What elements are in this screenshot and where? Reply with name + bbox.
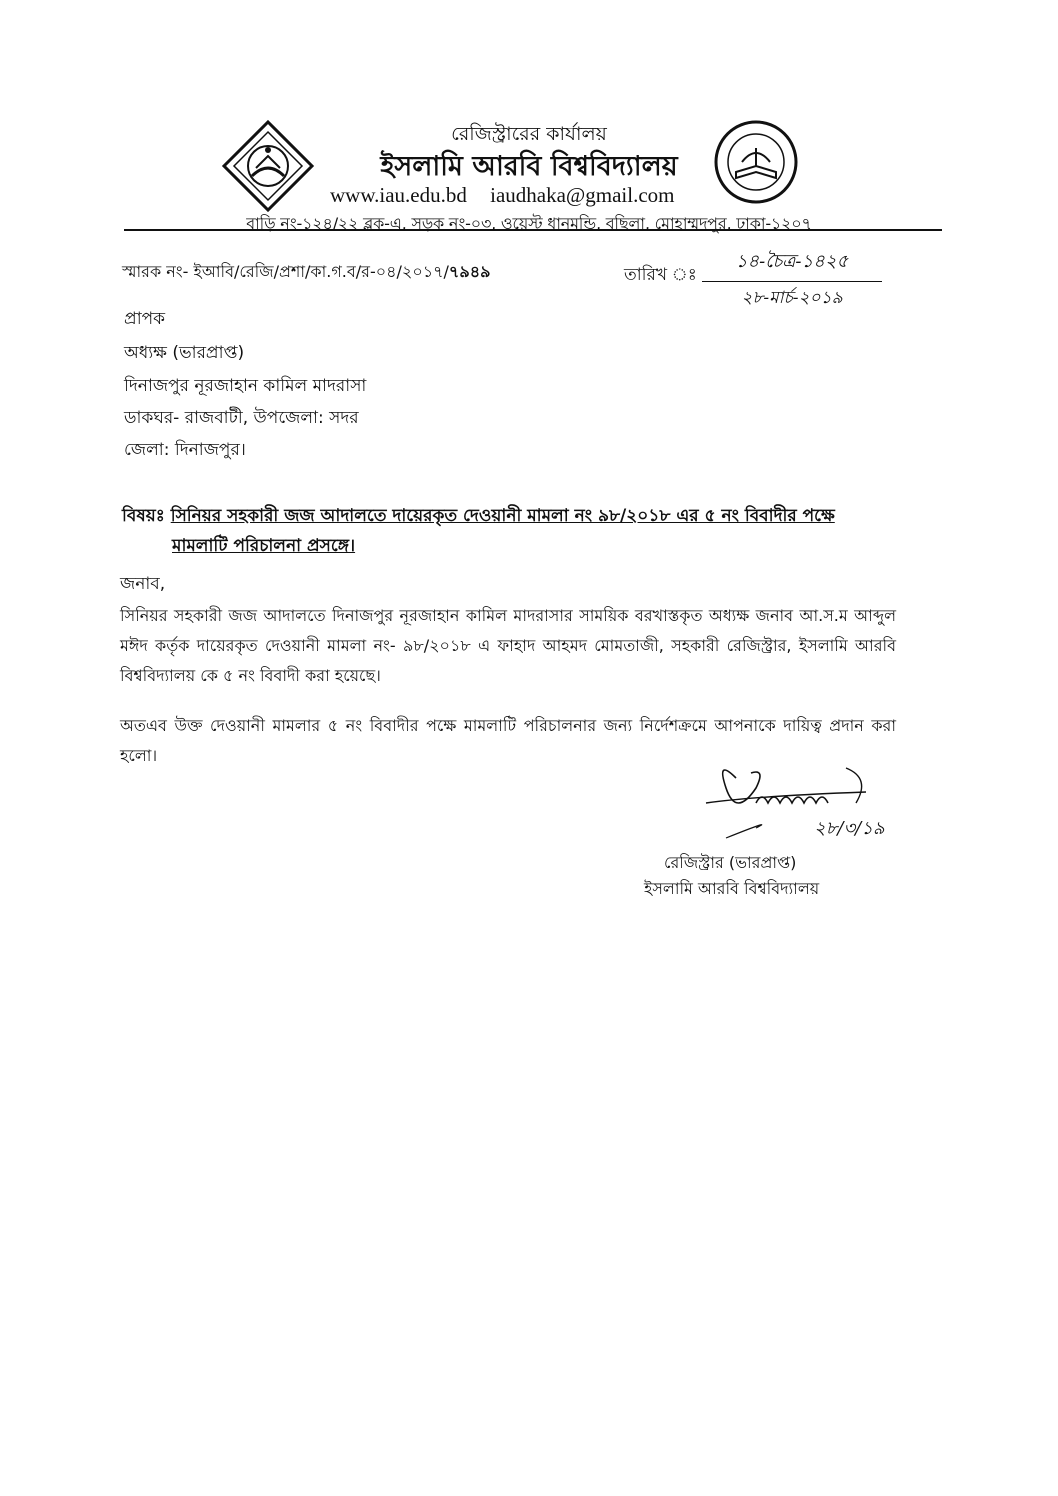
- salutation: জনাব,: [120, 574, 166, 594]
- handwritten-signature: [696, 748, 885, 848]
- signatory-title: রেজিস্ট্রার (ভারপ্রাপ্ত): [664, 853, 797, 872]
- date-block: [702, 247, 882, 313]
- signatory-university: ইসলামি আরবি বিশ্ববিদ্যালয়: [644, 879, 820, 898]
- signature-date: ২৮/৩/১৯: [814, 818, 885, 839]
- recipient-title: অধ্যক্ষ (ভারপ্রাপ্ত): [124, 343, 245, 363]
- recipient-label: প্রাপক: [124, 309, 166, 329]
- recipient-district: জেলা: দিনাজপুর।: [124, 440, 246, 460]
- office-name: রেজিস্ট্রারের কার্যালয়: [451, 123, 607, 145]
- header-divider: [124, 229, 942, 231]
- date-bangla: ১৪-চৈত্র-১৪২৫: [735, 251, 849, 272]
- email-link[interactable]: iaudhaka@gmail.com: [490, 183, 675, 207]
- recipient-post: ডাকঘর- রাজবাটী, উপজেলা: সদর: [124, 408, 359, 428]
- university-name: ইসলামি আরবি বিশ্ববিদ্যালয়: [380, 151, 678, 182]
- date-divider: [702, 281, 882, 282]
- subject-line-2: মামলাটি পরিচালনা প্রসঙ্গে।: [172, 536, 356, 556]
- memo-prefix: স্মারক নং- ইআবি/রেজি/প্রশা/কা.গ.ব/র-০৪/২০১৭/: [122, 262, 449, 281]
- date-label: তারিখ ঃ: [624, 265, 697, 285]
- website-link[interactable]: www.iau.edu.bd: [330, 183, 467, 207]
- body-paragraph-1: সিনিয়র সহকারী জজ আদালতে দিনাজপুর নূরজাহান কামিল মাদরাসার সাময়িক বরখাস্তকৃত অধ্যক্ষ জনাব আ.স.ম আব্দুল মঈদ কর্তৃক দায়েরকৃত দেওয়ানী মামলা নং- ৯৮/২০১৮ এ ফাহাদ আহমদ মোমতাজী, সহকারী রেজিস্ট্রার, ইসলামি আরবি বিশ্ববিদ্যালয় কে ৫ নং বিবাদী করা হয়েছে।: [120, 606, 896, 685]
- memo-number: [122, 259, 490, 286]
- recipient-institution: দিনাজপুর নূরজাহান কামিল মাদরাসা: [124, 376, 367, 396]
- date-gregorian: ২৮-মার্চ-২০১৯: [741, 288, 843, 308]
- subject-line-1: সিনিয়র সহকারী জজ আদালতে দায়েরকৃত দেওয়ানী মামলা নং ৯৮/২০১৮ এর ৫ নং বিবাদীর পক্ষে: [170, 506, 835, 526]
- body-paragraph-2: অতএব উক্ত দেওয়ানী মামলার ৫ নং বিবাদীর পক্ষে মামলাটি পরিচালনার জন্য নির্দেশক্রমে আপনাকে দায়িত্ব প্রদান করা হলো।: [120, 716, 896, 765]
- contact-line: [330, 183, 674, 208]
- office-address: বাড়ি নং-১২৪/২২ ব্লক-এ, সড়ক নং-০৩, ওয়েস্ট ধানমন্ডি, বছিলা, মোহাম্মদপুর, ঢাকা-১২০৭: [246, 214, 812, 233]
- subject: [122, 501, 902, 561]
- memo-handwritten-number: ৭৯৪৯: [448, 262, 491, 281]
- subject-label: বিষয়ঃ: [122, 506, 165, 526]
